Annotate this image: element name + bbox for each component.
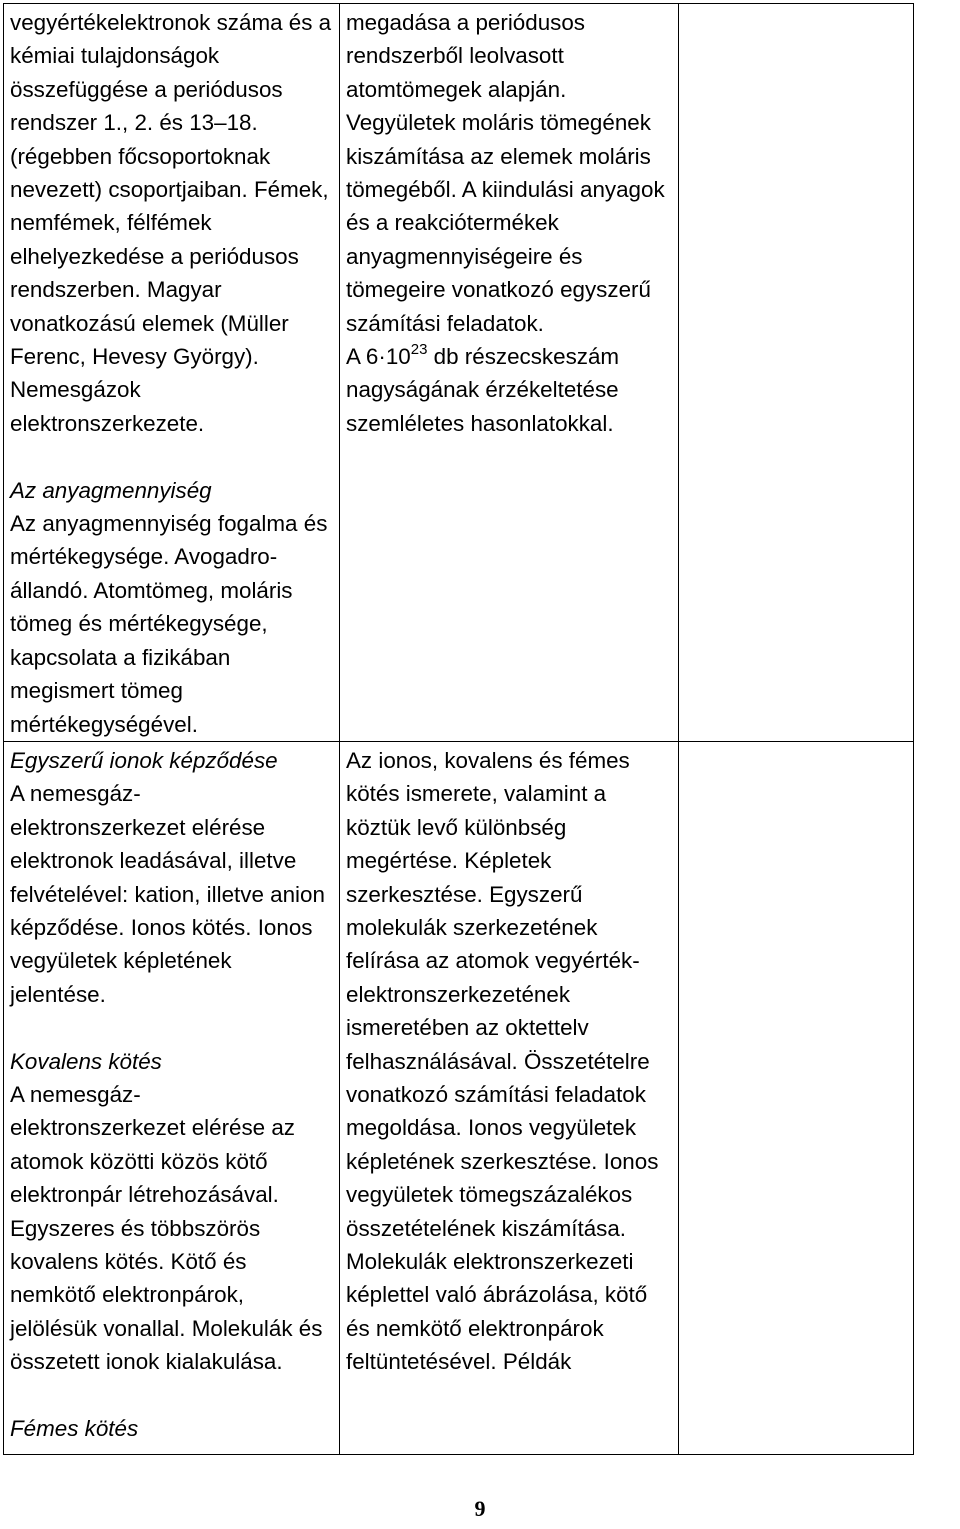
cell-text: A nemesgáz-: [10, 781, 141, 807]
table-cell-notes: [679, 741, 914, 1454]
avogadro-base: 10: [385, 344, 411, 370]
curriculum-table: [3, 3, 914, 1455]
cell-text: nagyságának érzékeltetése szemléletes hasonlatokkal.: [346, 377, 619, 436]
cell-text: Az ionos, kovalens és fémes kötés ismerete, valamint a köztük levő különbség megértése. Képletek szerkesztése. Egyszerű molekulák szerkezetének felírása az atomok vegyérték-elektronszerkezetének ismeretében az oktettelv felhasználásával. Összetételre vonatkozó számítási feladatok megoldása. Ionos vegyületek képletének szerkesztése. Ionos vegyületek tömegszázalékos összetételének kiszámítása. Molekulák elektronszerkezeti képlettel való ábrázolása, kötő és nemkötő elektronpárok feltüntetésével. Példák: [346, 747, 659, 1375]
cell-text: elektronszerkezet elérése az atomok közötti közös kötő elektronpár létrehozásával. Egyszeres és többszörös kovalens kötés. Kötő és nemkötő elektronpárok, jelölésük vonallal. Molekulák és összetett ionok kialakulása.: [10, 1115, 323, 1375]
table-row: [4, 4, 914, 742]
avogadro-suffix: db részecskeszám: [427, 344, 620, 370]
cell-text: vegyértékelektronok száma és a kémiai tulajdonságok összefüggése a periódusos rendszer 1., 2. és 13–18. (régebben főcsoportoknak nevezett) csoportjaiban. Fémek, nemfémek, félfémek elhelyezkedése a periódusos rendszerben. Magyar vonatkozású elemek (Müller Ferenc, Hevesy György). Nemesgázok elektronszerkezete.: [10, 10, 332, 436]
cell-text: Az anyagmennyiség fogalma és mértékegysége. Avogadro-állandó. Atomtömeg, moláris tömeg és mértékegysége, kapcsolata a fizikában megismert tömeg mértékegységével.: [10, 511, 328, 737]
section-heading: Egyszerű ionok képződése: [10, 747, 278, 773]
avogadro-number-line: [346, 340, 672, 373]
table-cell-notes: [679, 4, 914, 742]
section-heading: Fémes kötés: [10, 1416, 139, 1442]
avogadro-prefix: A 6: [346, 344, 379, 370]
section-heading: Az anyagmennyiség: [10, 477, 212, 503]
cell-text: A nemesgáz-: [10, 1081, 141, 1107]
table-cell-content: [4, 741, 340, 1454]
table-cell-requirements: [340, 4, 679, 742]
page-number: 9: [474, 1496, 486, 1521]
section-heading: Kovalens kötés: [10, 1048, 162, 1074]
avogadro-exponent: 23: [410, 341, 428, 359]
cell-text: megadása a periódusos rendszerből leolvasott atomtömegek alapján. Vegyületek moláris tömegének kiszámítása az elemek moláris tömegéből. A kiindulási anyagok és a reakciótermékek anyagmennyiségeire és tömegeire vonatkozó egyszerű számítási feladatok.: [346, 10, 665, 336]
multiplication-dot: ·: [378, 344, 386, 370]
table-row: [4, 741, 914, 1454]
table-cell-requirements: [340, 741, 679, 1454]
cell-text: elektronszerkezet elérése elektronok leadásával, illetve felvételével: kation, illetve anion képződése. Ionos kötés. Ionos vegyületek képletének jelentése.: [10, 814, 325, 1007]
table-cell-content: [4, 4, 340, 742]
